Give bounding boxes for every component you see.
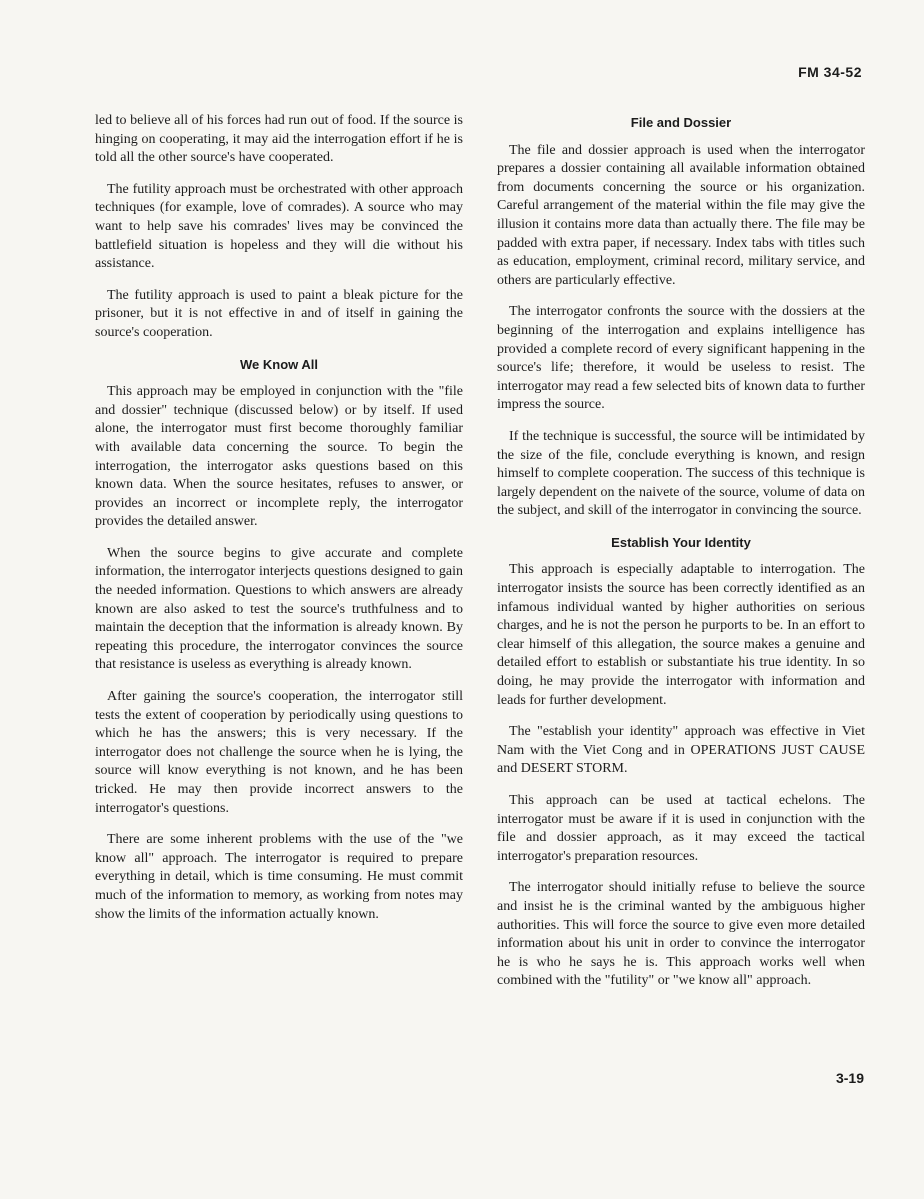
paragraph: The "establish your identity" approach was effective in Viet Nam with the Viet Cong and in OPERATIONS JUST CAUSE and DESERT STORM. bbox=[497, 724, 865, 777]
paragraph: The interrogator confronts the source with the dossiers at the beginning of the interrogation and explains intelligence has provided a complete record of every significant happening in the source's life; therefore, it would be useless to resist. The interrogator may read a few selected bits of known data to further impress the source. bbox=[497, 304, 865, 413]
paragraph: When the source begins to give accurate and complete information, the interrogator interjects questions designed to gain the needed information. Questions to which answers are already known are also asked to test the source's truthfulness and to maintain the deception that the information is already known. By repeating this procedure, the interrogator convinces the source that resistance is useless as everything is already known. bbox=[95, 545, 463, 673]
paragraph: This approach may be employed in conjunction with the "file and dossier" technique (discussed below) or by itself. If used alone, the interrogator must first become thoroughly familiar with available data concerning the source. To begin the interrogation, the interrogator asks questions based on this known data. When the source hesitates, refuses to answer, or provides an incorrect or incomplete reply, the interrogator provides the detailed answer. bbox=[95, 384, 463, 530]
section-heading-we-know-all: We Know All bbox=[240, 356, 318, 372]
document-code: FM 34-52 bbox=[798, 64, 862, 80]
right-column bbox=[497, 112, 865, 1004]
section-heading-establish-your-identity: Establish Your Identity bbox=[611, 534, 751, 550]
left-column bbox=[95, 112, 463, 937]
page-number: 3-19 bbox=[835, 1070, 864, 1086]
paragraph: The interrogator should initially refuse to believe the source and insist he is the criminal wanted by the ambiguous higher authorities. This will force the source to give even more detailed information about his unit in order to convince the interrogator he is who he says he is. This approach works well when combined with the "futility" or "we know all" approach. bbox=[497, 880, 865, 989]
paragraph: led to believe all of his forces had run out of food. If the source is hinging on cooperating, it may aid the interrogation effort if he is told all the other source's have cooperated. bbox=[95, 113, 463, 166]
section-heading-file-and-dossier: File and Dossier bbox=[630, 115, 732, 130]
paragraph: This approach is especially adaptable to interrogation. The interrogator insists the source has been correctly identified as an infamous individual wanted by higher authorities on serious charges, and he is not the person he purports to be. In an effort to clear himself of this allegation, the source makes a genuine and detailed effort to establish or substantiate his true identity. In so doing, he may provide the interrogator with information and leads for further development. bbox=[497, 562, 865, 708]
paragraph: The futility approach is used to paint a bleak picture for the prisoner, but it is not effective in and of itself in gaining the source's cooperation. bbox=[95, 287, 463, 340]
paragraph: If the technique is successful, the source will be intimidated by the size of the file, conclude everything is known, and resign himself to complete cooperation. The success of this technique is largely dependent on the naivete of the source, volume of data on the subject, and skill of the interrogator in convincing the source. bbox=[497, 428, 865, 519]
paragraph: The futility approach must be orchestrated with other approach techniques (for example, love of comrades). A source who may want to help save his comrades' lives may be convinced the battlefield situation is hopeless and they will die without his assistance. bbox=[95, 181, 463, 272]
paragraph: This approach can be used at tactical echelons. The interrogator must be aware if it is used in conjunction with the file and dossier approach, as it may exceed the tactical interrogator's preparation resources. bbox=[497, 793, 865, 864]
paragraph: There are some inherent problems with the use of the "we know all" approach. The interrogator is required to prepare everything in detail, which is time consuming. He must commit much of the information to memory, as working from notes may show the limits of the information actually known. bbox=[95, 832, 463, 922]
paragraph: After gaining the source's cooperation, the interrogator still tests the extent of cooperation by periodically using questions to which he has the answers; this is very necessary. If the interrogator does not challenge the source when he is lying, the source will know everything is not known, and he has been tricked. He may then provide incorrect answers to the interrogator's questions. bbox=[95, 689, 463, 816]
paragraph: The file and dossier approach is used when the interrogator prepares a dossier containing all available information obtained from documents concerning the source or his organization. Careful arrangement of the material within the file may give the illusion it contains more data than actually there. The file may be padded with extra paper, if necessary. Index tabs with titles such as education, employment, criminal record, military service, and others are particularly effective. bbox=[497, 142, 865, 288]
